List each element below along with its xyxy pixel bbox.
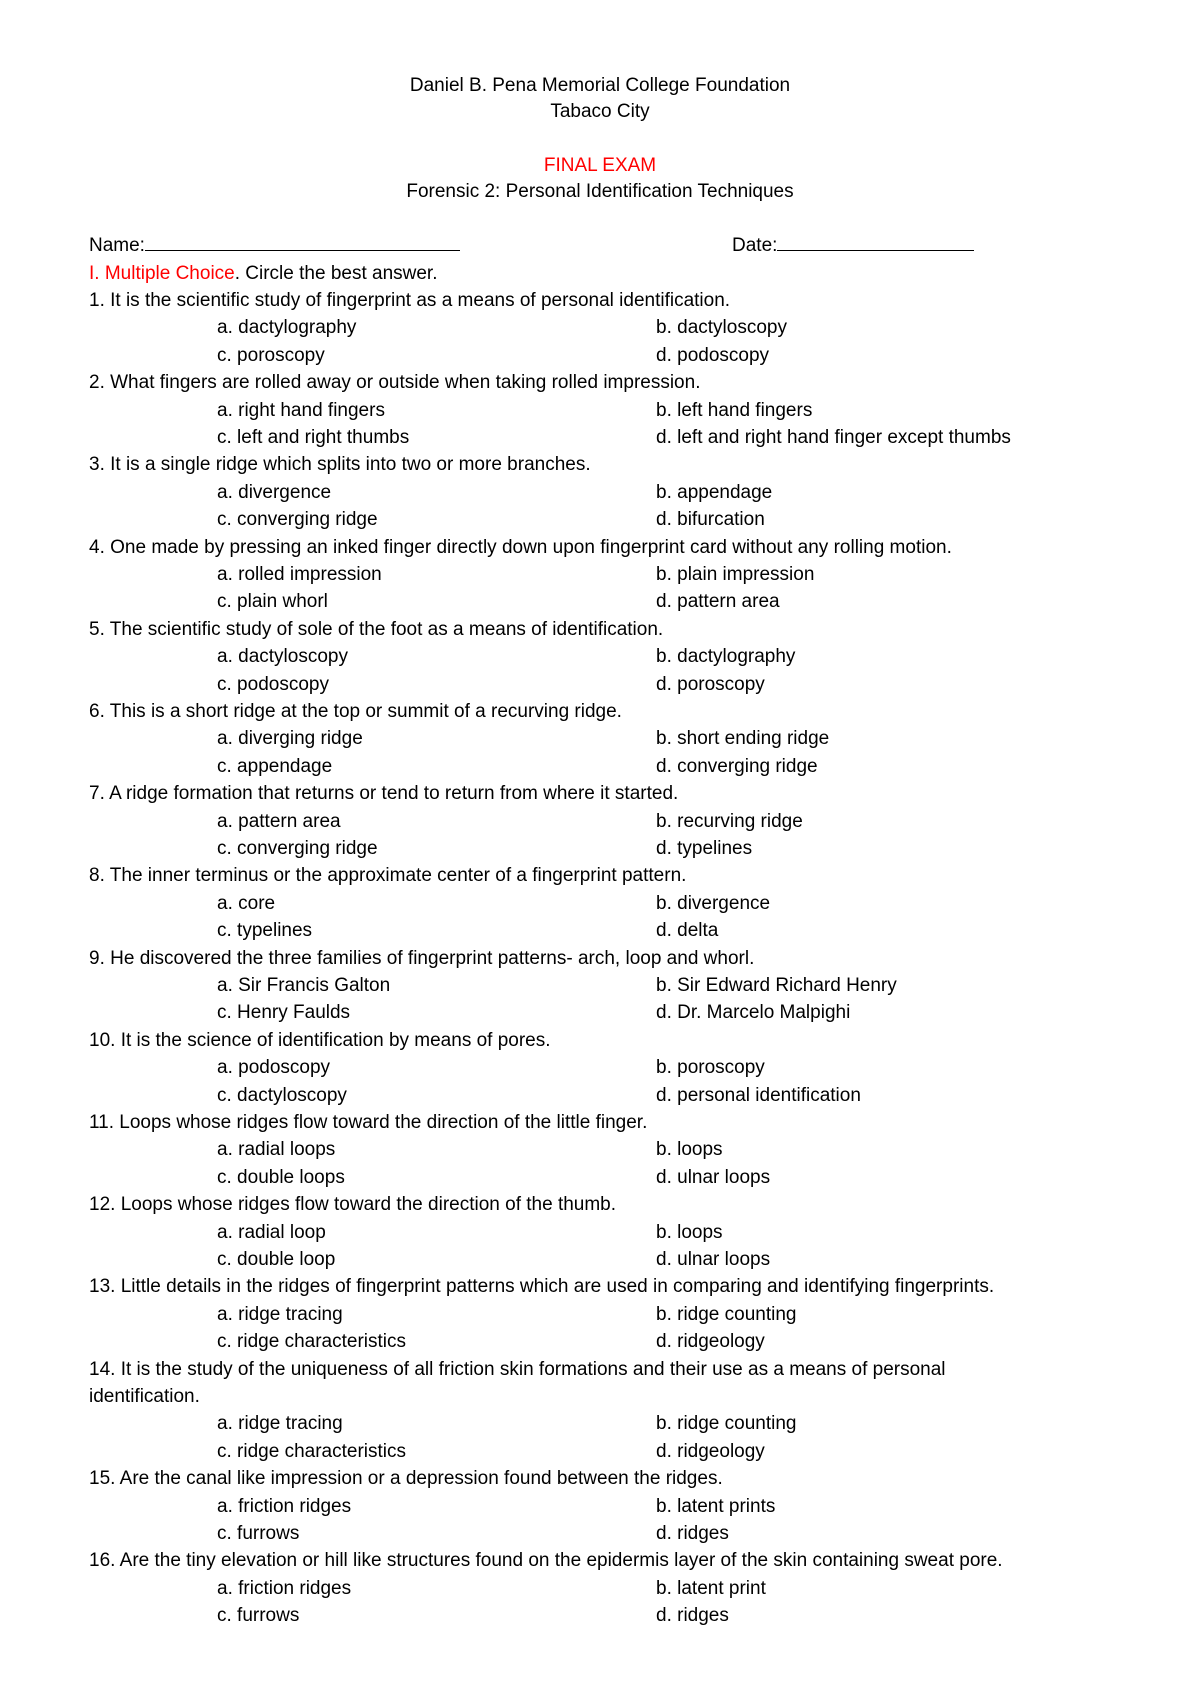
question-8-option-a[interactable]: a. core: [217, 892, 276, 914]
question-1-option-a[interactable]: a. dactylography: [217, 317, 357, 339]
question-3-option-d[interactable]: d. bifurcation: [656, 509, 765, 531]
name-field[interactable]: [89, 235, 460, 257]
question-9-option-a[interactable]: a. Sir Francis Galton: [217, 975, 391, 996]
question-13-option-d[interactable]: d. ridgeology: [656, 1331, 765, 1353]
question-9-option-d[interactable]: d. Dr. Marcelo Malpighi: [656, 1002, 851, 1024]
question-8-option-b[interactable]: b. divergence: [656, 892, 771, 914]
name-label: Name:: [89, 235, 145, 256]
question-1-option-c[interactable]: c. poroscopy: [217, 344, 325, 366]
question-2-option-d[interactable]: d. left and right hand finger except thumbs: [656, 427, 1011, 448]
question-10-option-a[interactable]: a. podoscopy: [217, 1057, 331, 1079]
question-6-option-a[interactable]: a. diverging ridge: [217, 728, 363, 750]
question-9-text: 9. He discovered the three families of fingerprint patterns- arch, loop and whorl.: [89, 947, 755, 969]
question-4-option-a[interactable]: a. rolled impression: [217, 564, 382, 585]
question-15-option-c[interactable]: c. furrows: [217, 1523, 300, 1544]
question-12-text: 12. Loops whose ridges flow toward the direction of the thumb.: [89, 1194, 617, 1216]
question-2-option-a[interactable]: a. right hand fingers: [217, 399, 385, 421]
section-instruction: . Circle the best answer.: [234, 263, 438, 284]
date-blank[interactable]: [777, 236, 974, 251]
question-5-option-b[interactable]: b. dactylography: [656, 646, 796, 668]
question-12-option-d[interactable]: d. ulnar loops: [656, 1249, 771, 1270]
question-7-option-a[interactable]: a. pattern area: [217, 810, 341, 832]
question-16-option-b[interactable]: b. latent print: [656, 1577, 766, 1599]
question-10-option-d[interactable]: d. personal identification: [656, 1084, 861, 1106]
question-8-text: 8. The inner terminus or the approximate center of a fingerprint pattern.: [89, 865, 687, 887]
question-5-option-d[interactable]: d. poroscopy: [656, 673, 765, 695]
question-5-option-c[interactable]: c. podoscopy: [217, 673, 329, 695]
question-11-option-c[interactable]: c. double loops: [217, 1166, 345, 1188]
question-12-option-c[interactable]: c. double loop: [217, 1249, 336, 1270]
question-6-text: 6. This is a short ridge at the top or summit of a recurving ridge.: [89, 701, 622, 722]
question-11-option-d[interactable]: d. ulnar loops: [656, 1166, 771, 1188]
question-2-option-c[interactable]: c. left and right thumbs: [217, 427, 410, 448]
question-1-text: 1. It is the scientific study of fingerprint as a means of personal identification.: [89, 290, 731, 311]
question-4-option-b[interactable]: b. plain impression: [656, 564, 815, 585]
question-11-option-b[interactable]: b. loops: [656, 1139, 723, 1161]
question-4-text: 4. One made by pressing an inked finger directly down upon fingerprint card without any rolling motion.: [89, 536, 952, 558]
question-7-option-d[interactable]: d. typelines: [656, 838, 753, 859]
question-7-option-c[interactable]: c. converging ridge: [217, 838, 378, 859]
question-1-option-d[interactable]: d. podoscopy: [656, 344, 770, 366]
question-13-option-b[interactable]: b. ridge counting: [656, 1303, 797, 1325]
question-11-text: 11. Loops whose ridges flow toward the direction of the little finger.: [89, 1112, 648, 1133]
question-9-option-c[interactable]: c. Henry Faulds: [217, 1002, 351, 1024]
question-1-option-b[interactable]: b. dactyloscopy: [656, 317, 787, 339]
question-6-option-c[interactable]: c. appendage: [217, 755, 333, 777]
question-16-option-a[interactable]: a. friction ridges: [217, 1577, 352, 1599]
question-4-option-c[interactable]: c. plain whorl: [217, 591, 328, 613]
question-12-option-b[interactable]: b. loops: [656, 1221, 723, 1243]
section-title: I. Multiple Choice: [89, 263, 235, 284]
question-15-option-b[interactable]: b. latent prints: [656, 1495, 776, 1517]
question-10-option-b[interactable]: b. poroscopy: [656, 1057, 765, 1079]
question-14-text: 14. It is the study of the uniqueness of all friction skin formations and their use as a means of personal: [89, 1358, 946, 1380]
question-13-text: 13. Little details in the ridges of fingerprint patterns which are used in comparing and identifying fingerprints.: [89, 1276, 995, 1298]
exam-title: FINAL EXAM: [543, 155, 657, 176]
question-3-option-b[interactable]: b. appendage: [656, 481, 773, 503]
section-heading: [89, 263, 438, 285]
question-16-option-d[interactable]: d. ridges: [656, 1605, 729, 1627]
question-5-text: 5. The scientific study of sole of the foot as a means of identification.: [89, 618, 664, 640]
institution-name: Daniel B. Pena Memorial College Foundation: [409, 75, 791, 96]
question-2-text: 2. What fingers are rolled away or outside when taking rolled impression.: [89, 372, 701, 394]
name-blank[interactable]: [145, 236, 460, 251]
question-14-option-c[interactable]: c. ridge characteristics: [217, 1440, 407, 1462]
question-16-text: 16. Are the tiny elevation or hill like structures found on the epidermis layer of the skin containing sweat pore.: [89, 1550, 1003, 1572]
question-8-option-d[interactable]: d. delta: [656, 920, 719, 942]
question-10-text: 10. It is the science of identification by means of pores.: [89, 1029, 551, 1051]
question-3-text: 3. It is a single ridge which splits into two or more branches.: [89, 454, 591, 476]
date-field[interactable]: [732, 235, 974, 257]
question-13-option-a[interactable]: a. ridge tracing: [217, 1303, 343, 1325]
question-9-option-b[interactable]: b. Sir Edward Richard Henry: [656, 975, 897, 996]
question-15-option-d[interactable]: d. ridges: [656, 1523, 729, 1544]
date-label: Date:: [732, 235, 778, 256]
question-3-option-a[interactable]: a. divergence: [217, 481, 332, 503]
question-6-option-b[interactable]: b. short ending ridge: [656, 728, 830, 750]
question-7-text: 7. A ridge formation that returns or tend to return from where it started.: [89, 783, 679, 805]
course-title: Forensic 2: Personal Identification Techniques: [406, 181, 794, 202]
question-3-option-c[interactable]: c. converging ridge: [217, 509, 378, 531]
question-14-option-b[interactable]: b. ridge counting: [656, 1413, 797, 1435]
question-8-option-c[interactable]: c. typelines: [217, 920, 313, 942]
question-14-text-cont: identification.: [89, 1386, 200, 1407]
question-16-option-c[interactable]: c. furrows: [217, 1605, 300, 1627]
question-14-option-a[interactable]: a. ridge tracing: [217, 1413, 343, 1435]
question-14-option-d[interactable]: d. ridgeology: [656, 1440, 765, 1462]
question-4-option-d[interactable]: d. pattern area: [656, 591, 780, 613]
question-15-text: 15. Are the canal like impression or a depression found between the ridges.: [89, 1468, 723, 1490]
question-2-option-b[interactable]: b. left hand fingers: [656, 399, 813, 421]
question-12-option-a[interactable]: a. radial loop: [217, 1221, 326, 1243]
question-15-option-a[interactable]: a. friction ridges: [217, 1495, 352, 1517]
question-13-option-c[interactable]: c. ridge characteristics: [217, 1331, 407, 1353]
question-6-option-d[interactable]: d. converging ridge: [656, 755, 818, 777]
question-5-option-a[interactable]: a. dactyloscopy: [217, 646, 348, 668]
question-10-option-c[interactable]: c. dactyloscopy: [217, 1084, 347, 1106]
question-11-option-a[interactable]: a. radial loops: [217, 1139, 336, 1161]
question-7-option-b[interactable]: b. recurving ridge: [656, 810, 803, 832]
city-name: Tabaco City: [550, 101, 650, 122]
